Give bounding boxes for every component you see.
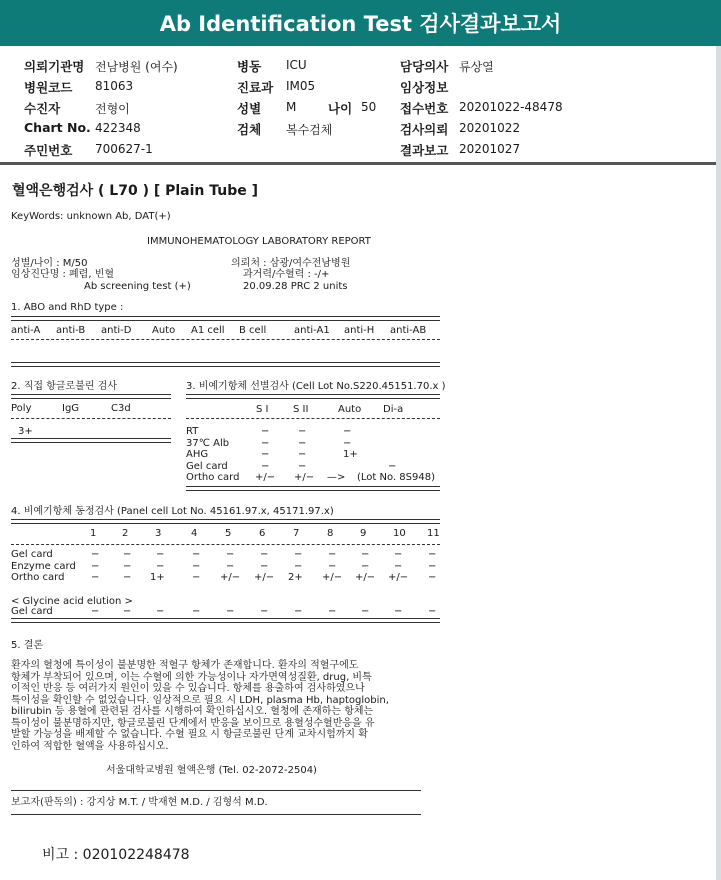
screen-cell: − xyxy=(298,437,307,449)
conclusion-line: 항체가 부착되어 있으며, 이는 수혈에 의한 가능성이나 자가면역성질환, drug, 비특 xyxy=(11,671,372,683)
screen-cell: − xyxy=(298,426,307,437)
glycine-row-label: Gel card xyxy=(11,606,53,617)
panel-col-header: 1 xyxy=(90,528,97,539)
clinical-label: 임상정보 xyxy=(400,80,449,95)
dept-label: 진료과 xyxy=(237,80,274,95)
bloodbank: 서울대학교병원 혈액은행 (Tel. 02-2072-2504) xyxy=(106,765,317,776)
accession-value: 20201022-48478 xyxy=(459,100,563,114)
glycine-title: < Glycine acid elution > xyxy=(11,596,133,607)
panel-cell: − xyxy=(123,560,132,572)
conclusion-title: 5. 결론 xyxy=(11,640,44,651)
glycine-cell: − xyxy=(156,606,165,617)
panel-cell: +/− xyxy=(254,572,275,583)
panel-col-header: 6 xyxy=(259,528,266,539)
screen-cell: − xyxy=(298,460,307,472)
panel-cell: − xyxy=(294,560,303,572)
panel-cell: − xyxy=(192,560,201,572)
glycine-cell: − xyxy=(428,606,437,617)
rule xyxy=(186,486,440,491)
patient-label: 수진자 xyxy=(24,101,61,116)
panel-title: 4. 비예기항체 동정검사 (Panel cell Lot No. 45161.97.x, 45171.97.x) xyxy=(11,506,334,517)
panel-col-header: 11 xyxy=(427,528,440,539)
screen-cell: − xyxy=(261,426,270,437)
screen-col-header: Auto xyxy=(338,404,362,415)
panel-cell: − xyxy=(156,560,165,572)
panel-cell: − xyxy=(192,572,201,583)
panel-cell: − xyxy=(156,549,165,560)
ward-value: ICU xyxy=(286,58,307,72)
panel-cell: +/− xyxy=(322,572,343,583)
dat-title: 2. 직접 항글로불린 검사 xyxy=(11,381,118,392)
rule xyxy=(11,316,440,321)
report-title-bar xyxy=(0,0,721,46)
conclusion-line: 특이성이 불분명하지만, 항글로불린 단계에서 반응을 보이므로 용혈성수혈반응을 유 xyxy=(11,717,375,729)
panel-cell: − xyxy=(123,572,132,583)
screen-col-header: Di-a xyxy=(383,404,404,415)
specimen-value: 복수검체 xyxy=(286,123,333,137)
screen-cell: − xyxy=(261,449,270,460)
panel-cell: +/− xyxy=(220,572,241,583)
requester: 의뢰처 : 삼광/여수전남병원 xyxy=(231,258,351,269)
conclusion-line: 인하여 적합한 혈액을 사용하십시오. xyxy=(11,740,169,752)
screen-col-header: S II xyxy=(293,404,309,415)
transfusion: 20.09.28 PRC 2 units xyxy=(243,281,348,292)
accession-label: 접수번호 xyxy=(400,101,449,116)
report-label: 결과보고 xyxy=(400,143,449,158)
rule xyxy=(11,519,440,524)
panel-cell: +/− xyxy=(388,572,409,583)
panel-cell: − xyxy=(226,549,235,560)
screen-row-label: Ortho card xyxy=(186,472,240,483)
code-value: 81063 xyxy=(95,79,134,93)
sex-value: M xyxy=(286,100,297,114)
screen-cell: (Lot No. 8S948) xyxy=(357,472,435,483)
screening: Ab screening test (+) xyxy=(84,281,191,292)
panel-cell: − xyxy=(361,549,370,560)
abo-title: 1. ABO and RhD type : xyxy=(11,302,124,313)
panel-cell: − xyxy=(328,560,337,572)
conclusion-line: 특이성을 확인할 수 없었습니다. 임상적으로 필요 시 LDH, plasma Hb, haptoglobin, xyxy=(11,694,389,706)
rule xyxy=(11,618,440,623)
glycine-cell: − xyxy=(91,606,100,617)
screen-cell: +/− xyxy=(294,472,315,483)
age-label: 나이 xyxy=(328,101,353,116)
diagnosis: 임상진단명 : 폐렴, 빈혈 xyxy=(11,269,115,280)
abo-col-header: anti-A1 xyxy=(294,325,330,336)
keywords: KeyWords: unknown Ab, DAT(+) xyxy=(11,211,171,222)
rule xyxy=(186,418,440,419)
panel-row-label: Gel card xyxy=(11,549,53,560)
panel-cell: − xyxy=(361,560,370,572)
panel-cell: − xyxy=(428,549,437,560)
panel-cell: − xyxy=(428,560,437,572)
abo-col-header: anti-B xyxy=(56,325,86,336)
panel-col-header: 8 xyxy=(327,528,334,539)
abo-col-header: anti-D xyxy=(101,325,132,336)
id-label: 주민번호 xyxy=(24,143,73,158)
glycine-cell: − xyxy=(328,606,337,617)
screen-row-label: RT xyxy=(186,426,199,437)
panel-cell: 1+ xyxy=(150,572,165,583)
dat-col-header: IgG xyxy=(62,403,80,414)
panel-cell: − xyxy=(226,560,235,572)
screen-col-header: S I xyxy=(256,404,269,415)
hospital-value: 전남병원 (여수) xyxy=(95,60,178,74)
rule xyxy=(11,362,440,367)
doctor-value: 류상열 xyxy=(459,60,494,74)
screen-row-label: 37℃ Alb xyxy=(186,437,230,449)
panel-col-header: 5 xyxy=(225,528,232,539)
rule xyxy=(186,394,440,399)
screen-cell: —> xyxy=(327,472,346,483)
header-separator xyxy=(0,162,716,165)
panel-col-header: 2 xyxy=(122,528,129,539)
patient-value: 전형이 xyxy=(95,102,130,116)
abo-col-header: anti-A xyxy=(11,325,41,336)
rule xyxy=(11,544,440,545)
screen-cell: − xyxy=(388,460,397,472)
panel-cell: 2+ xyxy=(288,572,303,583)
chart-label: Chart No. xyxy=(24,120,91,135)
screen-title: 3. 비예기항체 선별검사 (Cell Lot No.S220.45151.70.x ) xyxy=(186,381,446,392)
screen-cell: +/− xyxy=(255,472,276,483)
panel-cell: − xyxy=(91,560,100,572)
sex-age: 성별/나이 : M/50 xyxy=(11,258,88,269)
rule xyxy=(11,814,421,815)
request-value: 20201022 xyxy=(459,121,521,135)
glycine-cell: − xyxy=(394,606,403,617)
patient-header xyxy=(0,46,716,162)
screen-cell: − xyxy=(298,449,307,460)
conclusion-line: 환자의 혈청에 특이성이 불분명한 적혈구 항체가 존재합니다. 환자의 적혈구에도 xyxy=(11,660,359,671)
rule xyxy=(11,790,421,791)
abo-col-header: B cell xyxy=(239,325,267,336)
panel-col-header: 7 xyxy=(293,528,300,539)
abo-col-header: A1 cell xyxy=(191,325,225,336)
abo-col-header: anti-AB xyxy=(390,325,427,336)
panel-col-header: 4 xyxy=(191,528,198,539)
history: 과거력/수혈력 : -/+ xyxy=(243,269,330,280)
panel-cell: − xyxy=(294,549,303,560)
dat-col-header: C3d xyxy=(111,403,131,414)
screen-row-label: Gel card xyxy=(186,460,228,472)
report-title: Ab Identification Test 검사결과보고서 xyxy=(159,12,562,36)
section-title: 혈액은행검사 ( L70 ) [ Plain Tube ] xyxy=(12,183,259,199)
right-border xyxy=(716,46,721,880)
screen-row-label: AHG xyxy=(186,449,209,460)
glycine-cell: − xyxy=(192,606,201,617)
rule xyxy=(11,339,440,340)
hospital-label: 의뢰기관명 xyxy=(24,59,85,74)
doctor-label: 담당의사 xyxy=(400,59,449,74)
panel-row-label: Enzyme card xyxy=(11,560,76,572)
report-value: 20201027 xyxy=(459,142,521,156)
glycine-cell: − xyxy=(294,606,303,617)
rule xyxy=(11,438,171,443)
glycine-cell: − xyxy=(260,606,269,617)
abo-col-header: anti-H xyxy=(344,325,375,336)
ward-label: 병동 xyxy=(237,59,262,74)
screen-cell: − xyxy=(261,460,270,472)
chart-value: 422348 xyxy=(95,121,141,135)
rule xyxy=(11,394,171,399)
remark: 비고 : 020102248478 xyxy=(42,847,190,863)
rule xyxy=(11,418,171,419)
screen-cell: − xyxy=(343,437,352,449)
panel-cell: − xyxy=(328,549,337,560)
panel-cell: − xyxy=(260,560,269,572)
dat-col-header: Poly xyxy=(11,403,32,414)
panel-cell: − xyxy=(123,549,132,560)
panel-cell: − xyxy=(192,549,201,560)
id-value: 700627-1 xyxy=(95,142,153,156)
conclusion-line: 이적인 반응 등 여러가지 원인이 있을 수 있습니다. 항체를 용출하여 검사하였으나 xyxy=(11,683,365,694)
code-label: 병원코드 xyxy=(24,80,73,95)
age-value: 50 xyxy=(361,100,377,114)
panel-cell: +/− xyxy=(355,572,376,583)
glycine-cell: − xyxy=(123,606,132,617)
request-label: 검사의뢰 xyxy=(400,122,449,137)
glycine-cell: − xyxy=(226,606,235,617)
panel-col-header: 3 xyxy=(155,528,162,539)
panel-row-label: Ortho card xyxy=(11,572,65,583)
conclusion-line: 발할 가능성을 배제할 수 없습니다. 수혈 필요 시 항글로불린 단계 교차시험까지 확 xyxy=(11,729,368,740)
panel-cell: − xyxy=(428,572,437,583)
glycine-cell: − xyxy=(361,606,370,617)
dept-value: IM05 xyxy=(286,79,316,93)
panel-cell: − xyxy=(394,560,403,572)
abo-col-header: Auto xyxy=(152,325,176,336)
conclusion-line: bilirubin 등 용혈에 관련된 검사를 시행하여 확인하십시오. 혈청에 존재하는 항체는 xyxy=(11,706,374,717)
panel-cell: − xyxy=(394,549,403,560)
panel-col-header: 9 xyxy=(360,528,367,539)
panel-col-header: 10 xyxy=(393,528,406,539)
lab-title: IMMUNOHEMATOLOGY LABORATORY REPORT xyxy=(147,236,371,247)
screen-cell: − xyxy=(261,437,270,449)
screen-cell: − xyxy=(343,426,352,437)
sex-label: 성별 xyxy=(237,101,262,116)
dat-poly-value: 3+ xyxy=(18,426,33,437)
reporter: 보고자(판독의) : 강지상 M.T. / 박재현 M.D. / 김형석 M.D. xyxy=(11,797,268,808)
panel-cell: − xyxy=(91,549,100,560)
panel-cell: − xyxy=(91,572,100,583)
screen-cell: 1+ xyxy=(343,449,358,460)
specimen-label: 검체 xyxy=(237,122,262,137)
panel-cell: − xyxy=(260,549,269,560)
